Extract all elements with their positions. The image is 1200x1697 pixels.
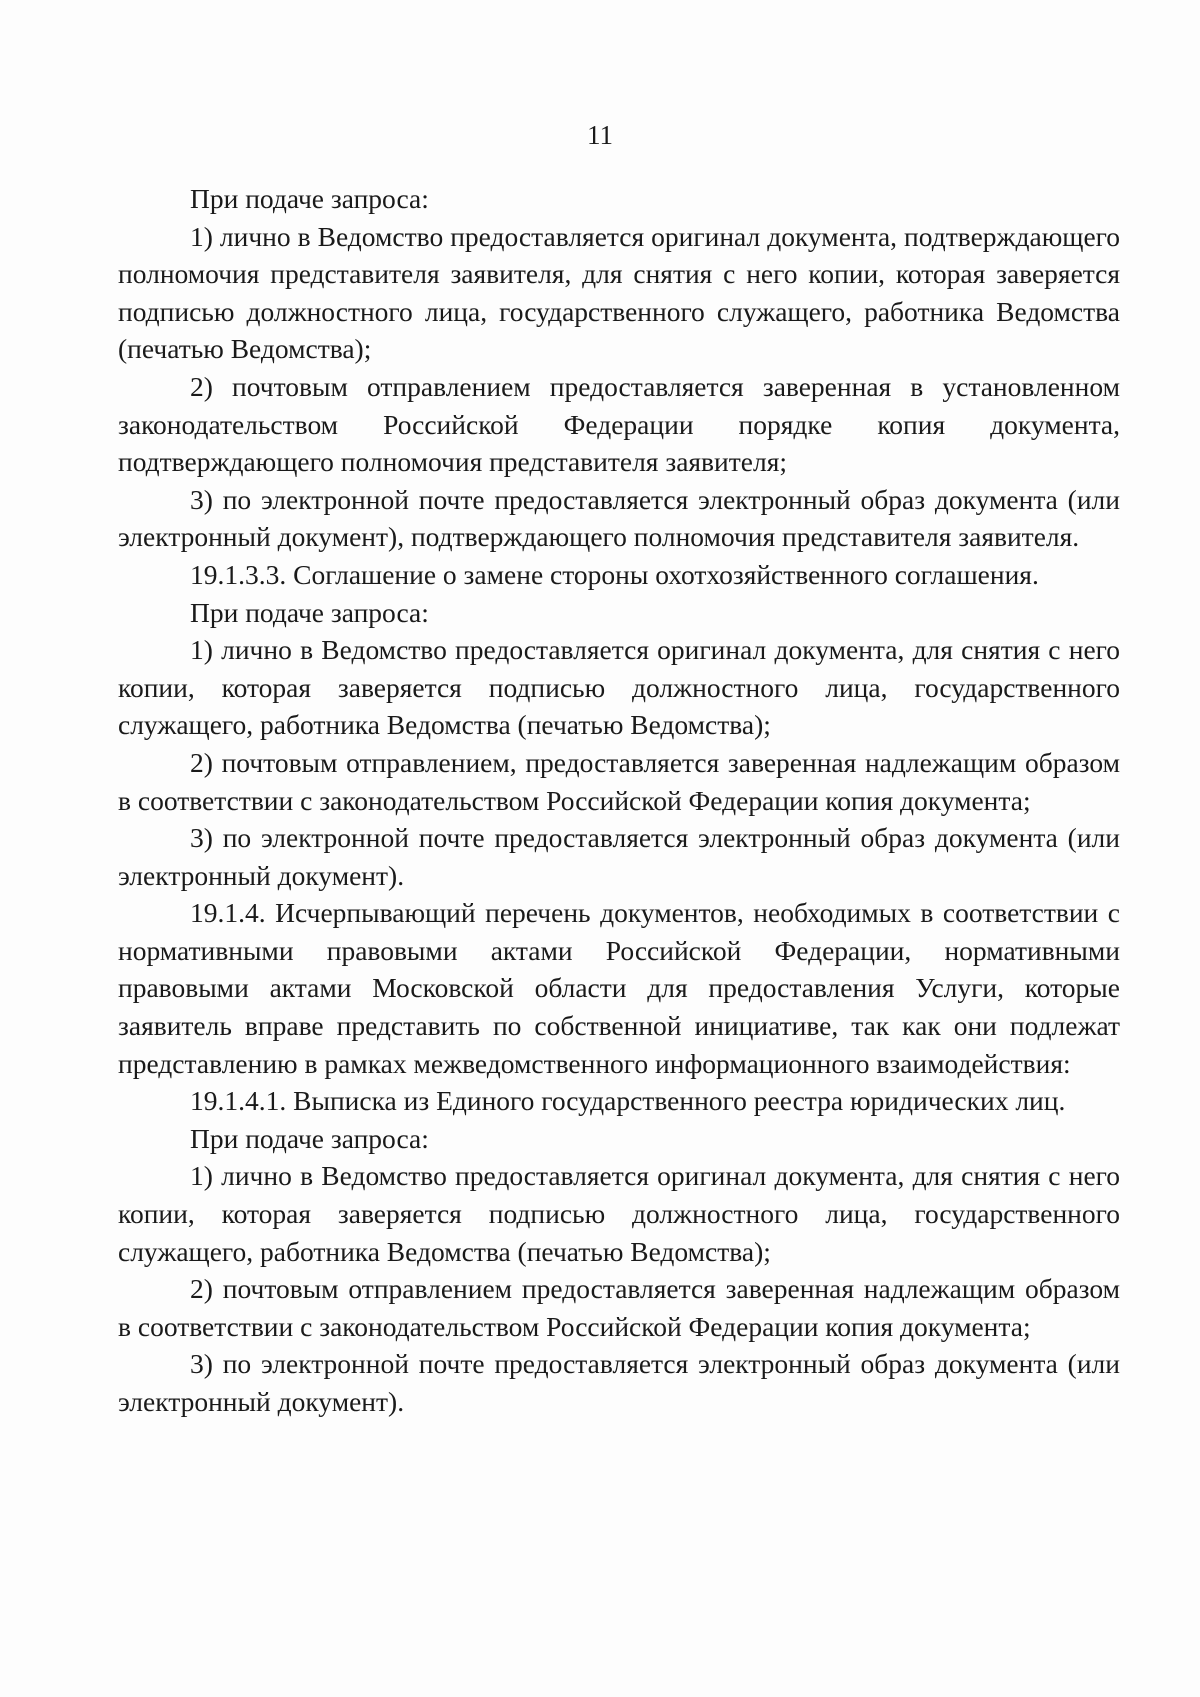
page-number: 11 [587,120,613,150]
paragraph-by-mail-1: 2) почтовым отправлением предоставляется заверенная в установленном законодательством Российской Федерации порядке копия документа, подтверждающего полномочия представителя заявителя; [118,370,1120,478]
paragraph-request-intro-1: При подаче запроса: [190,183,429,214]
paragraph-by-email-2: 3) по электронной почте предоставляется электронный образ документа (или электронный документ). [118,822,1120,891]
paragraph-by-email-3: 3) по электронной почте предоставляется электронный образ документа (или электронный документ). [118,1348,1120,1417]
paragraph-section-19-1-4-1: 19.1.4.1. Выписка из Единого государственного реестра юридических лиц. [190,1085,1066,1117]
paragraph-request-intro-2: При подаче запроса: [190,596,429,628]
paragraph-in-person-3: 1) лично в Ведомство предоставляется оригинал документа, для снятия с него копии, которая заверяется подписью должностного лица, государственного служащего, работника Ведомства (печатью Ведомства); [118,1160,1120,1267]
paragraph-by-email-1: 3) по электронной почте предоставляется электронный образ документа (или электронный документ), подтверждающего полномочия представителя заявителя. [118,483,1120,553]
paragraph-section-19-1-3-3: 19.1.3.3. Соглашение о замене стороны охотхозяйственного соглашения. [190,558,1039,590]
paragraph-in-person-1: 1) лично в Ведомство предоставляется оригинал документа, подтверждающего полномочия представителя заявителя, для снятия с него копии, которая заверяется подписью должностного лица, государственного служащего, работника Ведомства (печатью Ведомства); [118,220,1120,365]
paragraph-in-person-2: 1) лично в Ведомство предоставляется оригинал документа, для снятия с него копии, которая заверяется подписью должностного лица, государственного служащего, работника Ведомства (печатью Ведомства); [118,634,1120,741]
paragraph-section-19-1-4: 19.1.4. Исчерпывающий перечень документов, необходимых в соответствии с нормативными правовыми актами Российской Федерации, нормативными правовыми актами Московской области для предоставления Услуги, которые заявитель вправе представить по собственной инициативе, так как они подлежат представлению в рамках межведомственного информационного взаимодействия: [118,897,1120,1079]
paragraph-by-mail-3: 2) почтовым отправлением предоставляется заверенная надлежащим образом в соответствии с законодательством Российской Федерации копия документа; [118,1273,1120,1342]
document-body [118,180,1120,1421]
paragraph-request-intro-3: При подаче запроса: [190,1122,429,1154]
paragraph-by-mail-2: 2) почтовым отправлением, предоставляется заверенная надлежащим образом в соответствии с законодательством Российской Федерации копия документа; [118,746,1120,816]
